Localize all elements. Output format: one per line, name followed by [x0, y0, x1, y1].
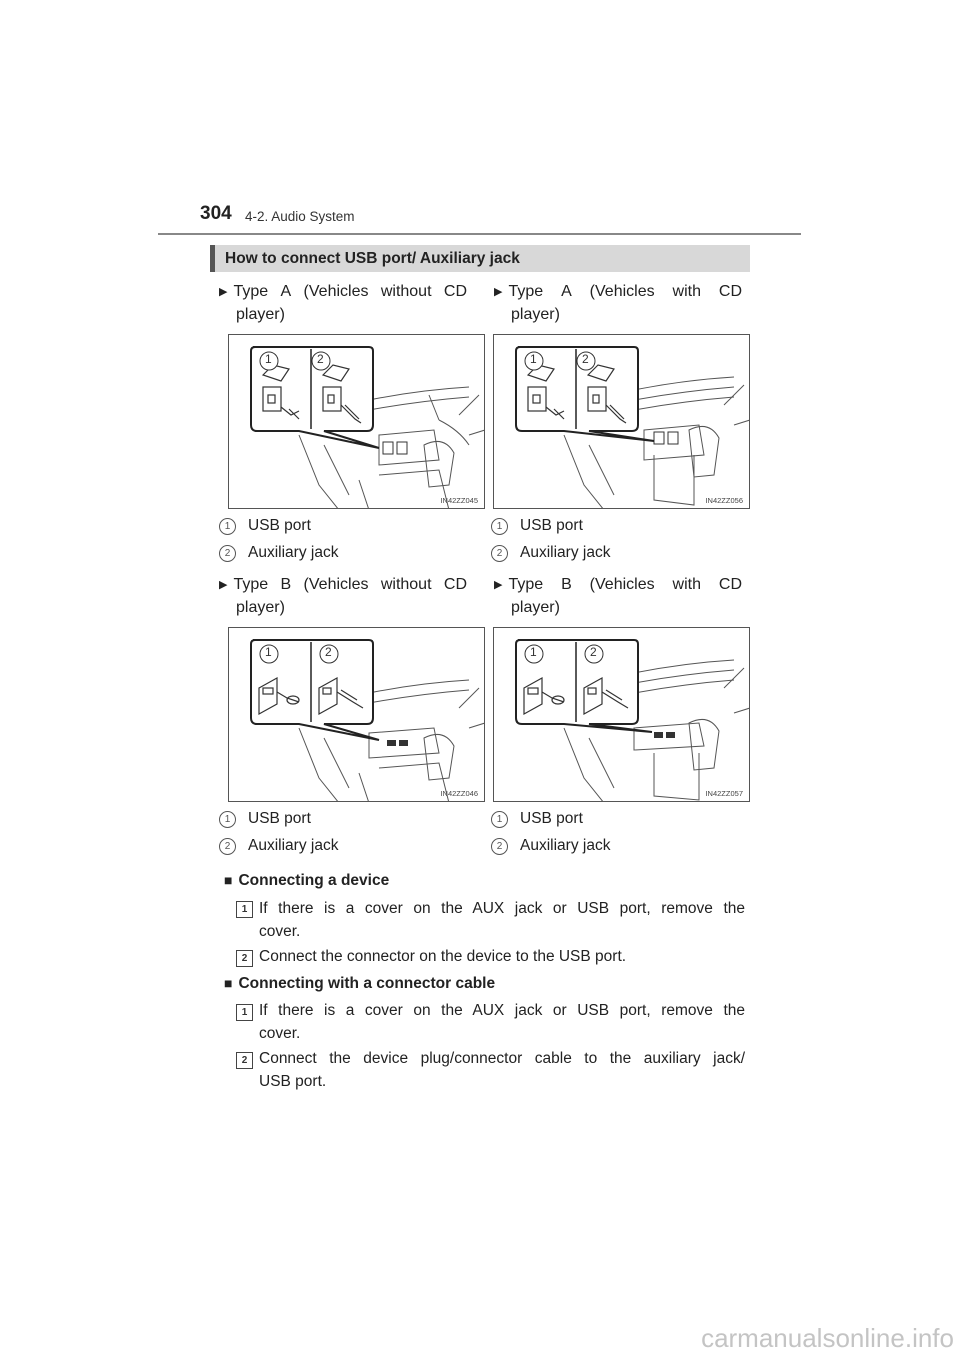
figure-code: IN42ZZ045 — [440, 496, 478, 505]
page-number: 304 — [200, 203, 232, 224]
variant-label-type-a-without-cd: ▶ Type A (Vehicles without CD player) — [219, 283, 467, 323]
legend-item-auxiliary-jack: 2 Auxiliary jack — [219, 544, 338, 563]
subsection-title: ■ Connecting a device — [224, 872, 390, 889]
figure-type-a-with-cd — [493, 334, 750, 509]
legend-item-auxiliary-jack: 2 Auxiliary jack — [491, 837, 610, 856]
callout-2: 2 — [582, 352, 589, 366]
callout-1: 1 — [265, 352, 272, 366]
arrow-bullet-icon: ▶ — [219, 286, 228, 298]
figure-type-a-without-cd — [228, 334, 485, 509]
square-bullet-icon: ■ — [224, 872, 233, 888]
watermark: carmanualsonline.info — [701, 1323, 954, 1353]
step-number-box: 2 — [236, 950, 253, 967]
legend-item-auxiliary-jack: 2 Auxiliary jack — [491, 544, 610, 563]
step-text: If there is a cover on the AUX jack or USB port, remove the cover. — [259, 1002, 745, 1042]
legend-item-usb-port: 1 USB port — [491, 810, 583, 829]
step-number-box: 2 — [236, 1052, 253, 1069]
square-bullet-icon: ■ — [224, 975, 233, 991]
variant-label-type-b-with-cd: ▶ Type B (Vehicles with CD player) — [494, 576, 742, 616]
section-reference: 4-2. Audio System — [245, 209, 355, 224]
figure-code: IN42ZZ056 — [705, 496, 743, 505]
subsection-title: ■ Connecting with a connector cable — [224, 975, 496, 992]
step-text: If there is a cover on the AUX jack or USB port, remove the cover. — [259, 900, 745, 940]
callout-2: 2 — [325, 645, 332, 659]
arrow-bullet-icon: ▶ — [494, 286, 503, 298]
callout-1: 1 — [265, 645, 272, 659]
section-title-bar — [210, 245, 750, 272]
step-text: Connect the connector on the device to the USB port. — [259, 948, 627, 965]
step-number-box: 1 — [236, 901, 253, 918]
header-rule — [158, 233, 801, 235]
variant-label-type-b-without-cd: ▶ Type B (Vehicles without CD player) — [219, 576, 467, 616]
arrow-bullet-icon: ▶ — [494, 579, 503, 591]
legend-item-auxiliary-jack: 2 Auxiliary jack — [219, 837, 338, 856]
callout-2: 2 — [317, 352, 324, 366]
step-number-box: 1 — [236, 1004, 253, 1021]
arrow-bullet-icon: ▶ — [219, 579, 228, 591]
section-title: How to connect USB port/ Auxiliary jack — [225, 250, 520, 267]
figure-code: IN42ZZ057 — [705, 789, 743, 798]
callout-2: 2 — [590, 645, 597, 659]
legend-item-usb-port: 1 USB port — [219, 810, 311, 829]
callout-1: 1 — [530, 645, 537, 659]
figure-type-b-without-cd — [228, 627, 485, 802]
legend-item-usb-port: 1 USB port — [219, 517, 311, 536]
variant-label-type-a-with-cd: ▶ Type A (Vehicles with CD player) — [494, 283, 742, 323]
figure-code: IN42ZZ046 — [440, 789, 478, 798]
callout-1: 1 — [530, 352, 537, 366]
legend-item-usb-port: 1 USB port — [491, 517, 583, 536]
figure-type-b-with-cd — [493, 627, 750, 802]
step-text: Connect the device plug/connector cable to the auxiliary jack/ USB port. — [259, 1050, 745, 1090]
